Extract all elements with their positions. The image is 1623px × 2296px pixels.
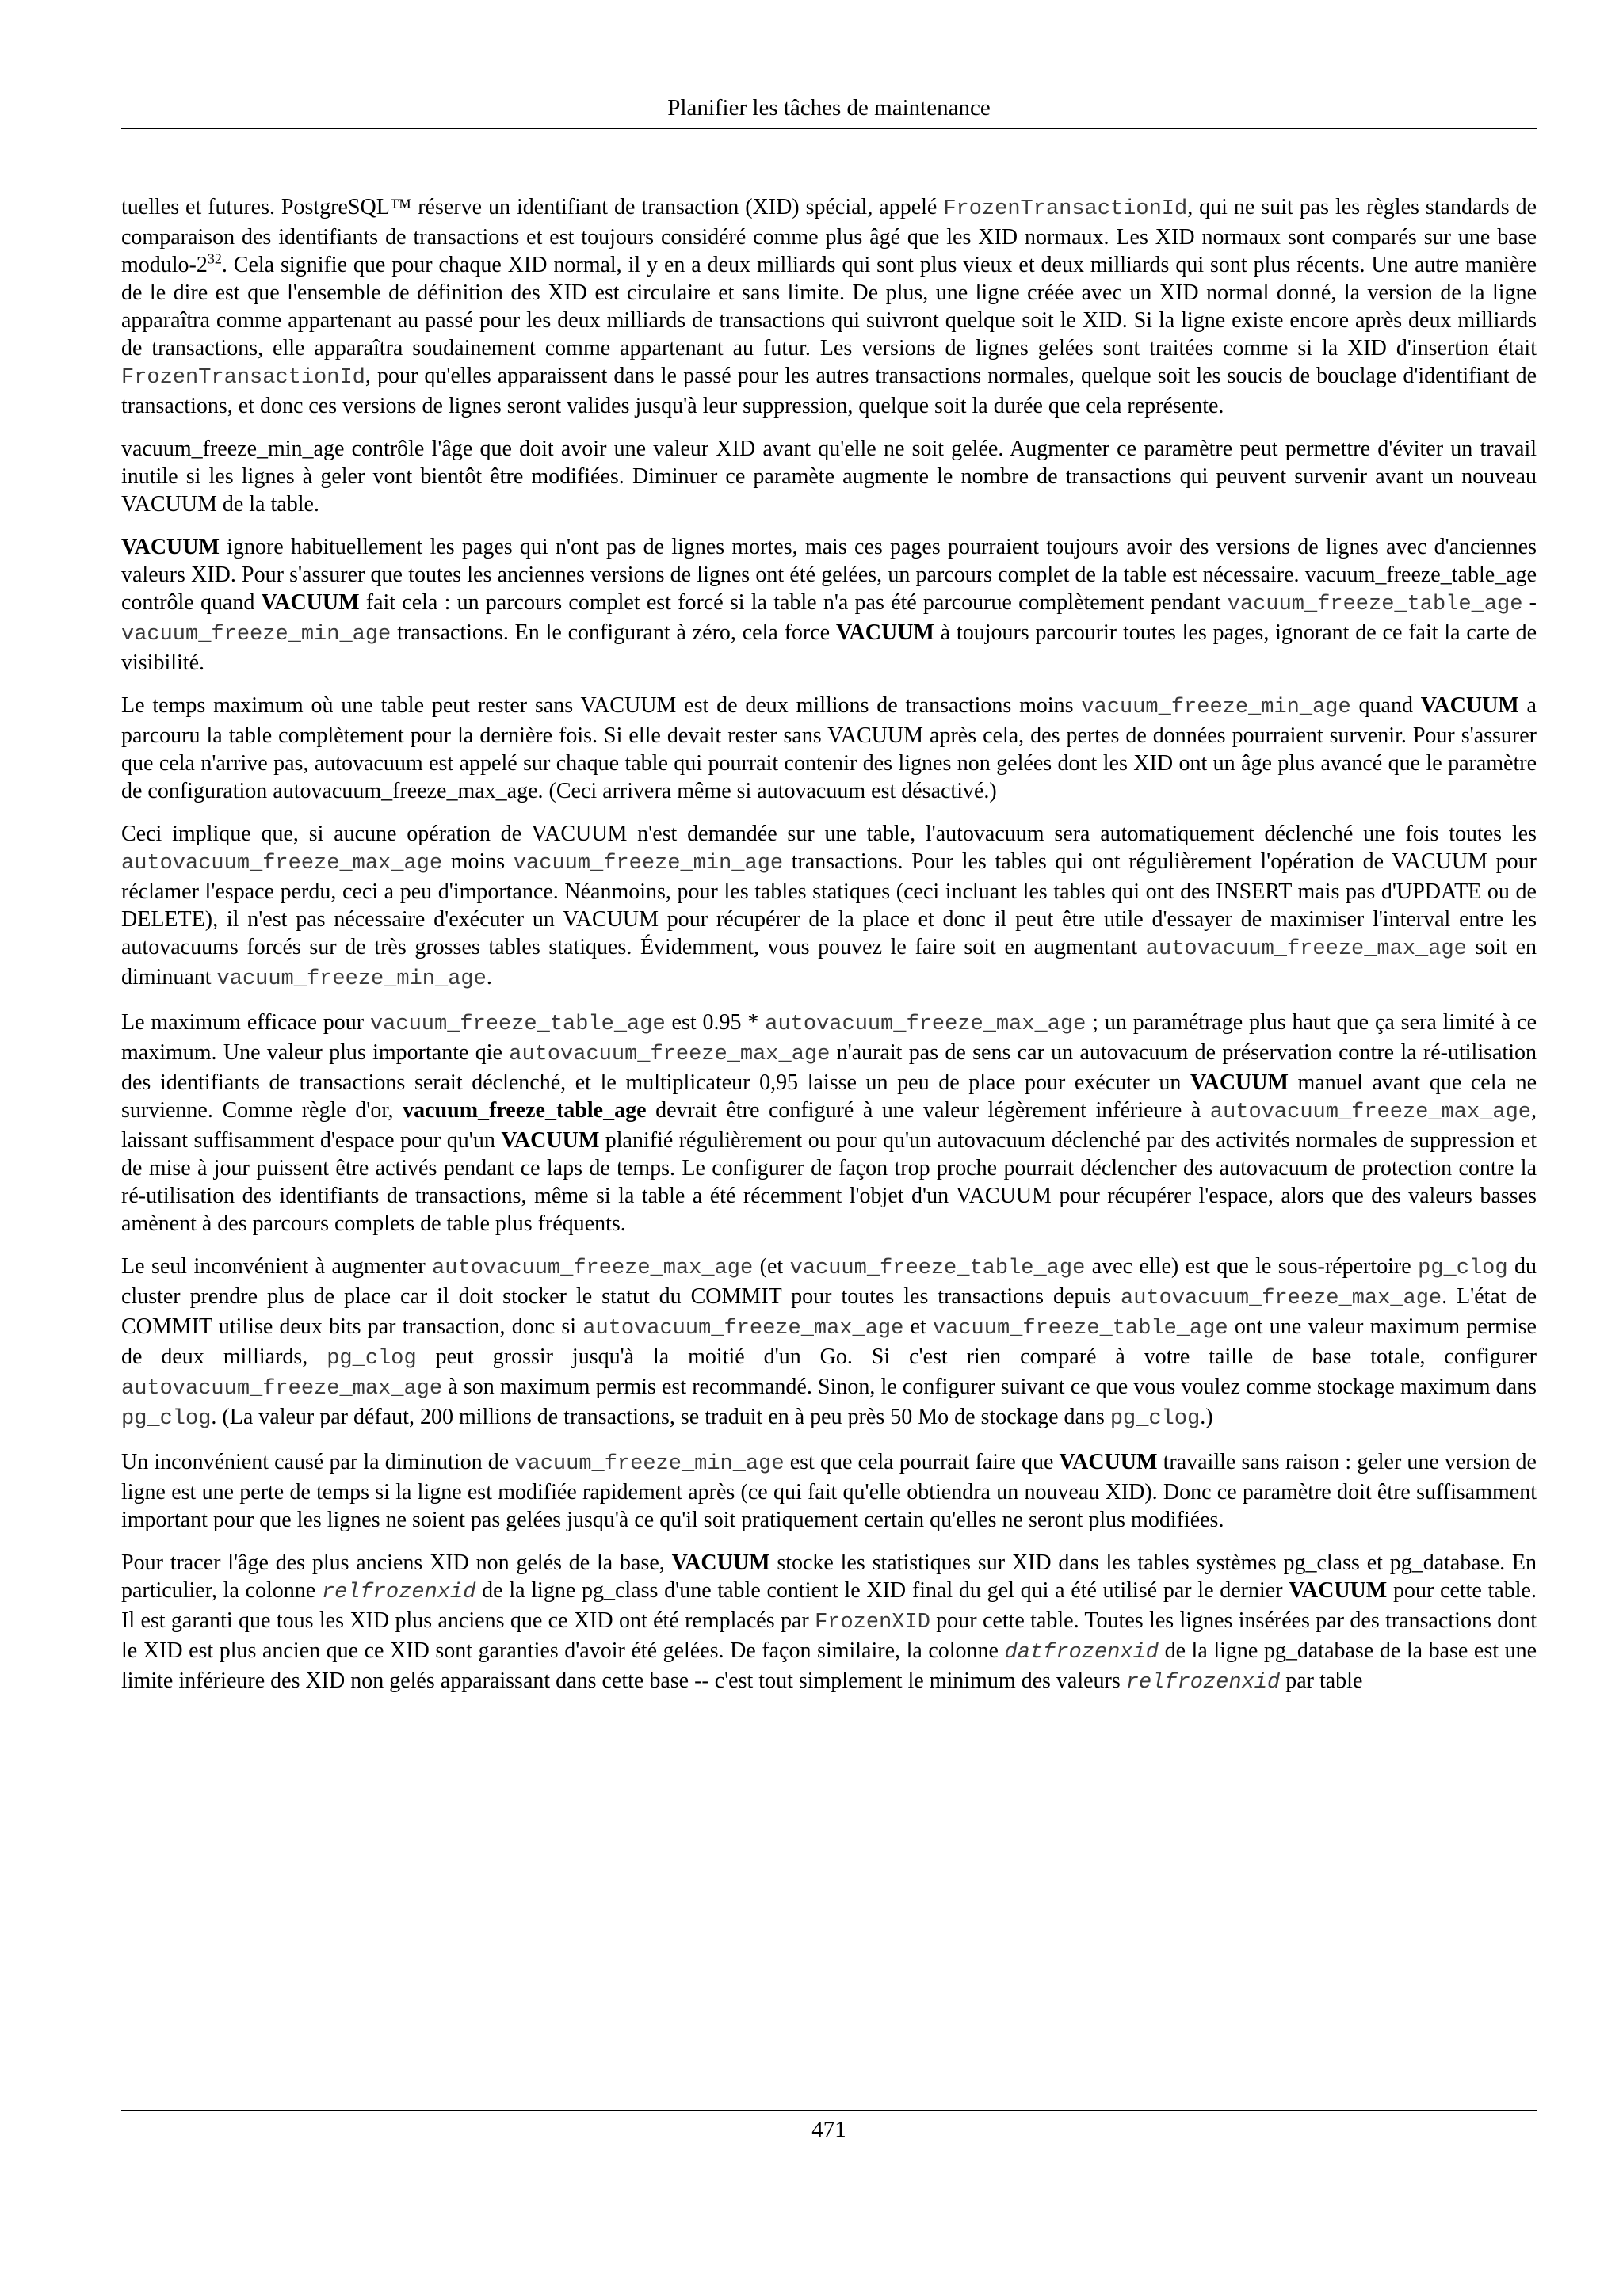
text: a parcouru la table complètement pour la dernière fois. Si elle devait rester sans VACUUM après cela, des pertes de données pourraient survenir. Pour s'assurer que cela n'arrive pas, autovacuum est appelé sur chaque table qui pourrait contenir des lignes non gelées dont les XID ont un âge plus avancé que le paramètre de configuration autovacuum_freeze_max_age. (Ceci arrivera même si autovacuum est désactivé.) <box>121 693 1537 803</box>
code-literal: autovacuum_freeze_max_age <box>432 1257 754 1280</box>
code-literal: vacuum_freeze_table_age <box>369 1013 666 1036</box>
text: . <box>486 965 492 990</box>
text: et <box>903 1314 933 1339</box>
code-literal: autovacuum_freeze_max_age <box>582 1317 904 1341</box>
code-literal: pg_clog <box>327 1347 417 1371</box>
text: Un inconvénient causé par la diminution de <box>121 1450 515 1474</box>
text: . Cela signifie que pour chaque XID normal, il y en a deux milliards qui sont plus vieux et deux milliards qui sont plus récents. Une autre manière de le dire est que l'ensemble de définition des XID est circulaire et sans limite. De plus, une ligne créée avec un XID normal donné, la version de la ligne apparaîtra comme appartenant au passé pour les deux milliards de transactions qui suivront quelque soit le XID. Si la ligne existe encore après deux milliards de transactions, elle apparaîtra soudainement comme appartenant au futur. Les versions de lignes gelées sont traitées comme si la XID d'insertion était <box>121 253 1537 360</box>
command-name: VACUUM <box>1289 1578 1388 1603</box>
text: planifié régulièrement ou pour qu'un autovacuum déclenché par des activités normales de suppression et de mise à jour puissent être activés pendant ce laps de temps. Le configurer de façon trop proche pourrait déclencher des autovacuum de protection contre la ré-utilisation des identifiants de transactions, même si la table a été récemment l'objet d'un VACUUM pour récupérer l'espace, alors que des valeurs basses amènent à des parcours complets de table plus fréquents. <box>121 1128 1537 1236</box>
command-name: VACUUM <box>1190 1070 1289 1095</box>
text: pour cette table. Toutes les lignes insérées par des transactions dont le XID est plus ancien que ce XID sont garanties d'avoir été gelées. De façon similaire, la colonne <box>121 1608 1537 1663</box>
code-literal: vacuum_freeze_min_age <box>121 623 391 646</box>
command-name: VACUUM <box>1059 1450 1158 1474</box>
text: devrait être configuré à une valeur légèrement inférieure à <box>646 1098 1210 1123</box>
text: peut grossir jusqu'à la moitié d'un Go. Si c'est rien comparé à votre taille de base totale, configurer <box>416 1344 1537 1369</box>
paragraph-effective-maximum <box>121 1009 1537 1238</box>
code-literal: autovacuum_freeze_max_age <box>121 852 443 875</box>
text: Le temps maximum où une table peut rester sans VACUUM est de deux millions de transactions moins <box>121 693 1082 718</box>
text: Pour tracer l'âge des plus anciens XID non gelés de la base, <box>121 1550 672 1575</box>
code-literal: pg_clog <box>1418 1257 1508 1280</box>
column-name: relfrozenxid <box>321 1581 476 1604</box>
text: quand <box>1350 693 1421 718</box>
text: moins <box>442 849 514 874</box>
text: avec elle) est que le sous-répertoire <box>1085 1254 1419 1279</box>
text: transactions. Pour les tables qui ont régulièrement l'opération de VACUUM pour réclamer l'espace perdu, ceci a peu d'importance. Néanmoins, pour les tables statiques (ceci incluant les tables qui ont des INSERT mais pas d'UPDATE ou de DELETE), il n'est pas nécessaire d'exécuter un VACUUM pour récupérer de la place et donc il peut être utile d'essayer de maximiser l'interval entre les autovacuums forcés sur de très grosses tables statiques. Évidemment, vous pouvez le faire soit en augmentant <box>121 849 1537 959</box>
code-literal: vacuum_freeze_min_age <box>514 1452 785 1476</box>
text: tuelles et futures. PostgreSQL™ réserve un identifiant de transaction (XID) spécial, appelé <box>121 195 944 219</box>
footer-divider <box>121 2110 1537 2111</box>
text: . L'état de COMMIT utilise deux bits par transaction, donc si <box>121 1284 1537 1339</box>
code-literal: vacuum_freeze_table_age <box>1227 593 1523 616</box>
code-literal: autovacuum_freeze_max_age <box>509 1043 831 1066</box>
text: fait cela : un parcours complet est forcé si la table n'a pas été parcourue complètement pendant <box>359 590 1228 615</box>
text: ignore habituellement les pages qui n'ont pas de lignes mortes, mais ces pages pourraient toujours avoir des versions de lignes avec d'anciennes valeurs XID. Pour s'assurer que toutes les anciennes versions de lignes ont été gelées, un parcours complet de la table est nécessaire. vacuum_freeze_table_age contrôle quand <box>121 535 1537 615</box>
superscript: 32 <box>207 250 222 267</box>
text: par table <box>1280 1669 1363 1693</box>
code-literal: vacuum_freeze_min_age <box>513 852 784 875</box>
text: est que cela pourrait faire que <box>784 1450 1060 1474</box>
document-body <box>121 193 1537 1712</box>
code-literal: vacuum_freeze_min_age <box>1081 696 1351 719</box>
text: ; un paramétrage plus haut que ça sera limité à ce maximum. Une valeur plus importante qie <box>121 1010 1537 1065</box>
text: est 0.95 * <box>665 1010 766 1035</box>
paragraph-autovacuum-trigger <box>121 820 1537 994</box>
text: , pour qu'elles apparaissent dans le passé pour les autres transactions normales, quelque soit les soucis de bouclage d'identifiant de transactions, et donc ces versions de lignes seront valides jusqu'à leur suppression, quelque soit la durée que cela représente. <box>121 364 1537 418</box>
paragraph-pg-clog-drawback <box>121 1253 1537 1433</box>
text: Le seul inconvénient à augmenter <box>121 1254 433 1279</box>
code-literal: FrozenTransactionId <box>943 197 1188 221</box>
text: , qui ne suit pas les règles standards de comparaison des identifiants de transactions et est toujours considéré comme plus âgé que les XID normaux. Les XID normaux sont comparés sur une base modulo-2 <box>121 195 1537 277</box>
text: pour cette table. Il est garanti que tous les XID plus anciens que ce XID ont été remplacés par <box>121 1578 1537 1633</box>
code-literal: autovacuum_freeze_max_age <box>1209 1100 1531 1124</box>
text: manuel avant que cela ne survienne. Comme règle d'or, <box>121 1070 1537 1123</box>
code-literal: autovacuum_freeze_max_age <box>765 1013 1086 1036</box>
code-literal: autovacuum_freeze_max_age <box>1121 1287 1442 1310</box>
text: à son maximum permis est recommandé. Sinon, le configurer suivant ce que vous voulez comme stockage maximum dans <box>442 1375 1537 1399</box>
code-literal: autovacuum_freeze_max_age <box>1145 937 1467 961</box>
code-literal: FrozenTransactionId <box>121 366 365 390</box>
code-literal: autovacuum_freeze_max_age <box>121 1377 443 1401</box>
command-name: VACUUM <box>261 590 360 615</box>
paragraph-xid-tracking <box>121 1549 1537 1697</box>
text <box>1522 590 1529 615</box>
code-literal: pg_clog <box>1109 1407 1201 1431</box>
text: Ceci implique que, si aucune opération de VACUUM n'est demandée sur une table, l'autovacuum sera automatiquement déclenché une fois toutes les <box>121 822 1537 846</box>
code-literal: vacuum_freeze_table_age <box>789 1257 1086 1280</box>
paragraph-frozen-xid <box>121 193 1537 420</box>
text: , laissant suffisamment d'espace pour qu'un <box>121 1098 1537 1153</box>
text: soit en diminuant <box>121 935 1537 990</box>
page-number: 471 <box>812 2117 846 2142</box>
text: vacuum_freeze_min_age contrôle l'âge que doit avoir une valeur XID avant qu'elle ne soit gelée. Augmenter ce paramètre peut permettre d'éviter un travail inutile si les lignes à geler vont bientôt être modifiées. Diminuer ce paramète augmente le nombre de transactions qui peuvent survenir avant un nouveau VACUUM de la table. <box>121 437 1537 517</box>
header-divider <box>121 128 1537 129</box>
code-literal: vacuum_freeze_table_age <box>932 1317 1228 1341</box>
command-name: VACUUM <box>1420 693 1519 718</box>
column-name: relfrozenxid <box>1125 1671 1281 1695</box>
text: Le maximum efficace pour <box>121 1010 370 1035</box>
minus-operator: - <box>1529 590 1537 615</box>
text: .) <box>1200 1405 1213 1429</box>
command-name: VACUUM <box>501 1128 600 1153</box>
text: . (La valeur par défaut, 200 millions de transactions, se traduit en à peu près 50 Mo de stockage dans <box>211 1405 1110 1429</box>
parameter-name: vacuum_freeze_table_age <box>403 1098 647 1123</box>
text: de la ligne pg_database de la base est une limite inférieure des XID non gelés apparaissant dans cette base -- c'est tout simplement le minimum des valeurs <box>121 1638 1537 1693</box>
paragraph-freeze-table-age <box>121 533 1537 677</box>
column-name: datfrozenxid <box>1004 1641 1159 1665</box>
command-name: VACUUM <box>121 535 220 559</box>
command-name: VACUUM <box>671 1550 770 1575</box>
text: n'aurait pas de sens car un autovacuum de préservation contre la ré-utilisation des identifiants de transactions serait déclenché, et le multiplicateur 0,95 laisse un peu de place pour exécuter un <box>121 1040 1537 1095</box>
code-literal: FrozenXID <box>815 1611 930 1634</box>
text: de la ligne pg_class d'une table contient le XID final du gel qui a été utilisé par le dernier <box>475 1578 1289 1603</box>
text: du cluster prendre plus de place car il doit stocker le statut du COMMIT pour toutes les transactions depuis <box>121 1254 1537 1309</box>
code-literal: pg_clog <box>121 1407 212 1431</box>
code-literal: vacuum_freeze_min_age <box>216 967 487 991</box>
text: transactions. En le configurant à zéro, cela force <box>391 620 836 645</box>
text: ont une valeur maximum permise de deux milliards, <box>121 1314 1537 1369</box>
command-name: VACUUM <box>835 620 934 645</box>
text: travaille sans raison : geler une version de ligne est une perte de temps si la ligne est modifiée rapidement après (ce qui fait qu'elle obtiendra un nouveau XID). Donc ce paramètre doit être suffisamment important pour que les lignes ne soient pas gelées jusqu'à ce qu'il soit pratiquement certain qu'elles ne seront plus modifiées. <box>121 1450 1537 1532</box>
page-header-title: Planifier les tâches de maintenance <box>667 95 991 120</box>
text: (et <box>753 1254 790 1279</box>
paragraph-min-age-drawback <box>121 1448 1537 1534</box>
text: à toujours parcourir toutes les pages, ignorant de ce fait la carte de visibilité. <box>121 620 1537 675</box>
paragraph-max-time-without-vacuum <box>121 692 1537 805</box>
paragraph-freeze-min-age <box>121 435 1537 518</box>
text: stocke les statistiques sur XID dans les tables systèmes pg_class et pg_database. En particulier, la colonne <box>121 1550 1537 1603</box>
